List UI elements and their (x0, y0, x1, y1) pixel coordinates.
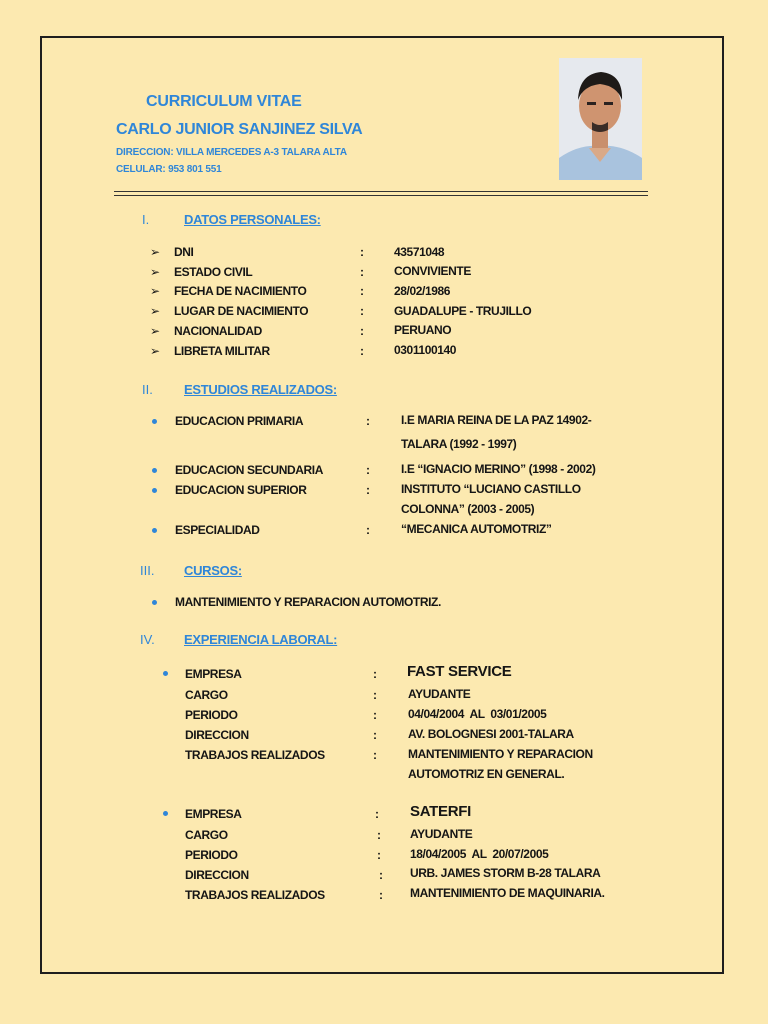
job-label-empresa: EMPRESA (185, 807, 242, 821)
colon: : (373, 688, 377, 702)
job-tasks: MANTENIMIENTO DE MAQUINARIA. (410, 886, 605, 900)
colon: : (379, 888, 383, 902)
colon: : (373, 748, 377, 762)
cv-title: CURRICULUM VITAE (146, 93, 302, 110)
job-tasks: MANTENIMIENTO Y REPARACION (408, 747, 593, 761)
colon: : (360, 344, 364, 358)
arrow-bullet-icon: ➢ (150, 324, 161, 338)
colon: : (366, 463, 370, 477)
colon: : (360, 265, 364, 279)
arrow-bullet-icon: ➢ (150, 265, 161, 279)
job-address: URB. JAMES STORM B-28 TALARA (410, 866, 601, 880)
section-4-number: IV. (140, 632, 155, 647)
bullet-icon (163, 811, 168, 816)
job-label-direccion: DIRECCION (185, 728, 249, 742)
colon: : (360, 324, 364, 338)
candidate-name: CARLO JUNIOR SANJINEZ SILVA (116, 121, 363, 138)
personal-label: ESTADO CIVIL (174, 265, 253, 279)
job-label-trabajos: TRABAJOS REALIZADOS (185, 888, 325, 902)
job-label-cargo: CARGO (185, 828, 228, 842)
arrow-bullet-icon: ➢ (150, 344, 161, 358)
job-label-periodo: PERIODO (185, 848, 238, 862)
personal-value: CONVIVIENTE (394, 264, 471, 278)
colon: : (360, 284, 364, 298)
section-1-number: I. (142, 212, 150, 227)
colon: : (373, 708, 377, 722)
job-period: 04/04/2004 AL 03/01/2005 (408, 707, 547, 721)
colon: : (366, 483, 370, 497)
job-position: AYUDANTE (410, 827, 473, 841)
course-item: MANTENIMIENTO Y REPARACION AUTOMOTRIZ. (175, 595, 441, 609)
header-divider (114, 191, 648, 192)
study-label: EDUCACION SECUNDARIA (175, 463, 324, 477)
job-position: AYUDANTE (408, 687, 471, 701)
colon: : (375, 807, 379, 821)
job-period: 18/04/2005 AL 20/07/2005 (410, 847, 549, 861)
study-value-cont: TALARA (1992 - 1997) (401, 437, 517, 451)
section-2-title: ESTUDIOS REALIZADOS: (184, 382, 337, 397)
section-2-number: II. (142, 382, 153, 397)
job-company: SATERFI (410, 803, 471, 820)
job-tasks-cont: AUTOMOTRIZ EN GENERAL. (408, 767, 565, 781)
study-value: INSTITUTO “LUCIANO CASTILLO (401, 482, 581, 496)
colon: : (366, 414, 370, 428)
colon: : (366, 523, 370, 537)
study-label: EDUCACION SUPERIOR (175, 483, 307, 497)
arrow-bullet-icon: ➢ (150, 304, 161, 318)
job-label-cargo: CARGO (185, 688, 228, 702)
study-label: ESPECIALIDAD (175, 523, 260, 537)
personal-value: 28/02/1986 (394, 284, 451, 298)
personal-value: GUADALUPE - TRUJILLO (394, 304, 532, 318)
bullet-icon (152, 468, 157, 473)
colon: : (360, 304, 364, 318)
bullet-icon (152, 600, 157, 605)
colon: : (377, 848, 381, 862)
colon: : (373, 667, 377, 681)
profile-photo (559, 58, 642, 180)
bullet-icon (152, 528, 157, 533)
section-1-title: DATOS PERSONALES: (184, 212, 321, 227)
bullet-icon (152, 419, 157, 424)
personal-label: LIBRETA MILITAR (174, 344, 270, 358)
bullet-icon (152, 488, 157, 493)
study-label: EDUCACION PRIMARIA (175, 414, 304, 428)
job-company: FAST SERVICE (407, 663, 512, 680)
colon: : (360, 245, 364, 259)
personal-value: 0301100140 (394, 343, 457, 357)
bullet-icon (163, 671, 168, 676)
study-value-cont: COLONNA” (2003 - 2005) (401, 502, 535, 516)
arrow-bullet-icon: ➢ (150, 284, 161, 298)
personal-label: DNI (174, 245, 194, 259)
job-label-direccion: DIRECCION (185, 868, 249, 882)
personal-label: LUGAR DE NACIMIENTO (174, 304, 309, 318)
personal-value: 43571048 (394, 245, 445, 259)
header-divider-thin (114, 195, 648, 196)
address-line: DIRECCION: VILLA MERCEDES A-3 TALARA ALTA (116, 147, 347, 158)
colon: : (379, 868, 383, 882)
study-value: I.E MARIA REINA DE LA PAZ 14902- (401, 413, 592, 427)
job-label-empresa: EMPRESA (185, 667, 242, 681)
job-label-trabajos: TRABAJOS REALIZADOS (185, 748, 325, 762)
section-4-title: EXPERIENCIA LABORAL: (184, 632, 338, 647)
colon: : (377, 828, 381, 842)
arrow-bullet-icon: ➢ (150, 245, 161, 259)
personal-value: PERUANO (394, 323, 452, 337)
colon: : (373, 728, 377, 742)
section-3-number: III. (140, 563, 155, 578)
personal-label: NACIONALIDAD (174, 324, 262, 338)
job-label-periodo: PERIODO (185, 708, 238, 722)
section-3-title: CURSOS: (184, 563, 242, 578)
phone-line: CELULAR: 953 801 551 (116, 164, 222, 175)
study-value: “MECANICA AUTOMOTRIZ” (401, 522, 552, 536)
job-address: AV. BOLOGNESI 2001-TALARA (408, 727, 574, 741)
study-value: I.E “IGNACIO MERINO” (1998 - 2002) (401, 462, 596, 476)
personal-label: FECHA DE NACIMIENTO (174, 284, 307, 298)
